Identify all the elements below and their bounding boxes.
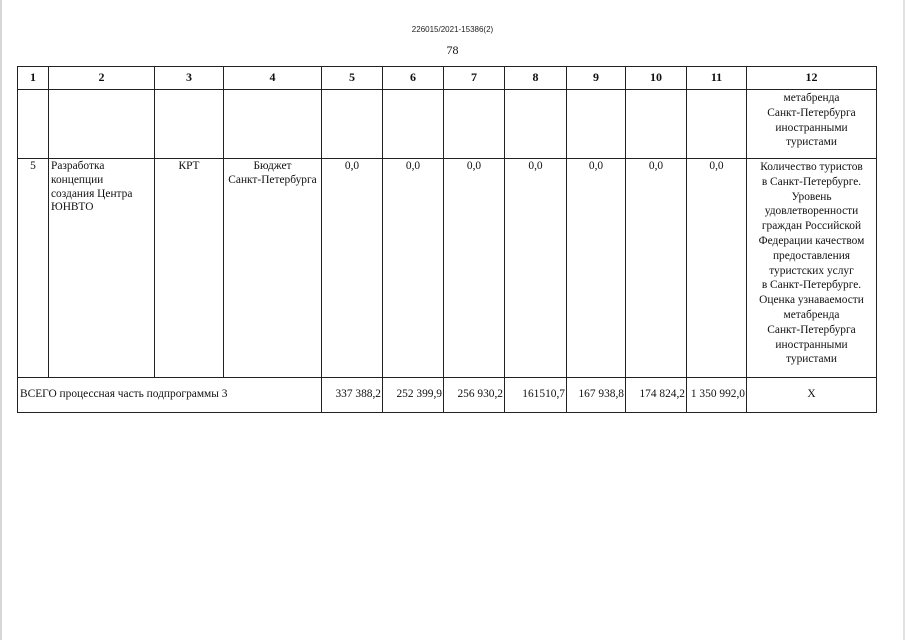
value-cell: 0,0 (687, 159, 747, 378)
empty-cell (18, 90, 49, 159)
funding-source-cell (224, 159, 322, 378)
total-value: 1 350 992,0 (687, 378, 747, 413)
empty-cell (687, 90, 747, 159)
name-line: ЮНВТО (51, 201, 94, 214)
total-value: 252 399,9 (383, 378, 444, 413)
executor-cell: КРТ (155, 159, 224, 378)
empty-cell (505, 90, 567, 159)
value-cell: 0,0 (505, 159, 567, 378)
col-number-cell: 12 (747, 67, 877, 90)
result-line: иностранными (775, 121, 848, 134)
col-number-cell: 1 (18, 67, 49, 90)
empty-cell (383, 90, 444, 159)
activity-name-cell (49, 159, 155, 378)
total-result-mark: X (747, 378, 877, 413)
total-value: 161510,7 (505, 378, 567, 413)
total-value: 337 388,2 (322, 378, 383, 413)
result-line: иностранными (775, 338, 848, 351)
continuation-result-cell (747, 90, 877, 159)
result-line: Федерации качеством (758, 234, 865, 247)
table-row (18, 159, 877, 378)
result-line: предоставления (772, 249, 851, 262)
scan-left-edge (0, 0, 2, 640)
result-line: туристских услуг (769, 264, 854, 277)
total-label: ВСЕГО процессная часть подпрограммы 3 (18, 378, 322, 413)
value-cell: 0,0 (626, 159, 687, 378)
result-line: метабренда (783, 308, 840, 321)
total-value: 167 938,8 (567, 378, 626, 413)
empty-cell (322, 90, 383, 159)
result-line: туристами (786, 136, 837, 149)
total-value: 256 930,2 (444, 378, 505, 413)
col-number-cell: 9 (567, 67, 626, 90)
col-number-cell: 6 (383, 67, 444, 90)
result-line: туристами (786, 353, 837, 366)
result-line: в Санкт-Петербурге. (761, 175, 862, 188)
empty-cell (49, 90, 155, 159)
col-number-cell: 8 (505, 67, 567, 90)
result-line: метабренда (783, 92, 840, 104)
name-line: концепции (51, 173, 104, 186)
empty-cell (155, 90, 224, 159)
page-number: 78 (446, 43, 459, 57)
result-line: Оценка узнаваемости (759, 294, 864, 307)
program-table (17, 66, 877, 413)
row-number: 5 (18, 159, 49, 378)
col-number-cell: 2 (49, 67, 155, 90)
empty-cell (444, 90, 505, 159)
value-cell: 0,0 (567, 159, 626, 378)
result-line: Количество туристов (760, 161, 863, 173)
result-line: граждан Российской (761, 220, 862, 233)
result-line: Санкт-Петербурга (767, 323, 856, 336)
result-line: Санкт-Петербурга (767, 106, 856, 119)
result-line: удовлетворенности (764, 205, 859, 218)
empty-cell (567, 90, 626, 159)
source-line: Санкт-Петербурга (228, 173, 317, 186)
result-line: Уровень (791, 190, 832, 203)
continuation-row (18, 90, 877, 159)
col-number-cell: 3 (155, 67, 224, 90)
empty-cell (224, 90, 322, 159)
source-line: Бюджет (253, 160, 292, 172)
name-line: Разработка (51, 160, 105, 172)
value-cell: 0,0 (444, 159, 505, 378)
col-number-cell: 4 (224, 67, 322, 90)
empty-cell (626, 90, 687, 159)
result-cell (747, 159, 877, 378)
result-line: в Санкт-Петербурге. (761, 279, 862, 292)
registration-number: 226015/2021-15386(2) (411, 25, 494, 34)
col-number-cell: 10 (626, 67, 687, 90)
col-number-cell: 7 (444, 67, 505, 90)
col-number-cell: 11 (687, 67, 747, 90)
value-cell: 0,0 (322, 159, 383, 378)
column-number-row (18, 67, 877, 90)
name-line: создания Центра (51, 187, 133, 200)
total-row (18, 378, 877, 413)
total-value: 174 824,2 (626, 378, 687, 413)
value-cell: 0,0 (383, 159, 444, 378)
col-number-cell: 5 (322, 67, 383, 90)
